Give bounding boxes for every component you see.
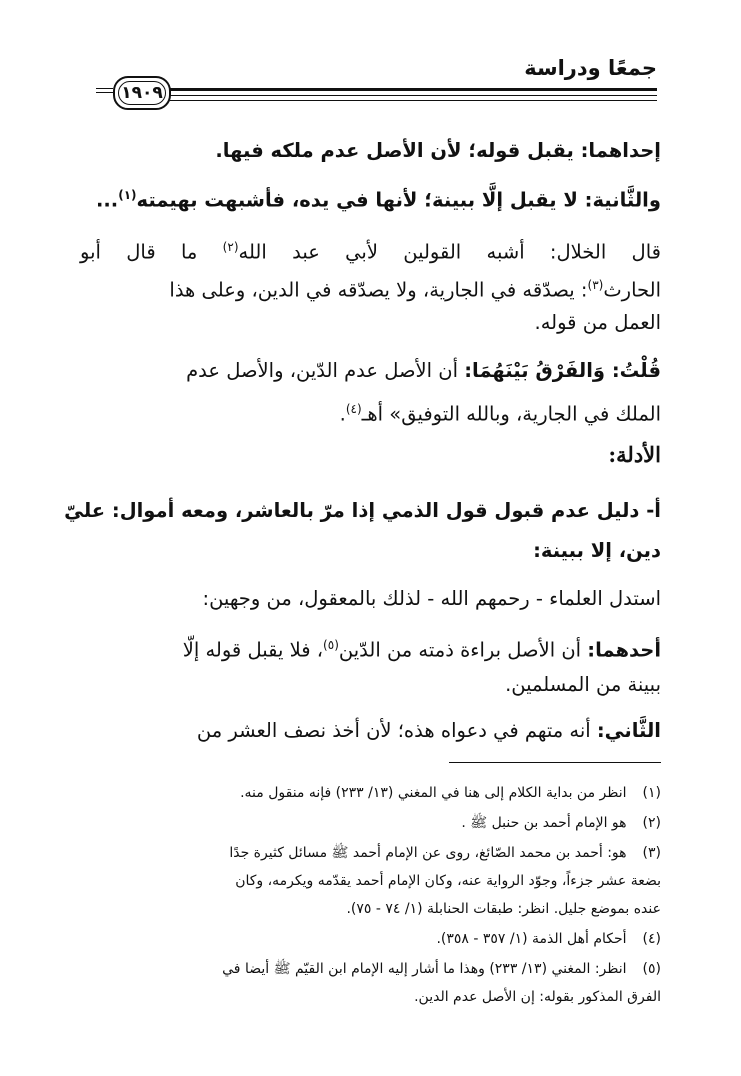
paragraph-line: قُلْتُ: وَالفَرْقُ بَيْنَهُمَا: أن الأصل عدم الدّين، والأصل عدم [186, 359, 661, 382]
footnote-ref: (١) [118, 188, 137, 202]
paragraph-line: الحارث$^{(٣)}$: يصدّقه في الجارية، ولا يصدّقه في الدين، وعلى هذا [169, 278, 661, 302]
header-rule-left-stub [96, 88, 113, 98]
term-second-b: الثَّاني: [596, 719, 661, 742]
paragraph-line: العمل من قوله. [534, 311, 661, 334]
footnote-3-cont: بضعة عشر جزءاً، وجوّد الرواية عنه، وكان الإمام أحمد يقدّمه ويكرمه، وكان [235, 873, 661, 889]
header-rule-thin-lower [170, 100, 657, 101]
qultu-phrase: قُلْتُ: وَالفَرْقُ بَيْنَهُمَا: [464, 359, 661, 382]
section-heading: الأدلة: [608, 442, 661, 467]
footnote-ref: (٢) [222, 240, 239, 254]
footnote-5-cont: الفرق المذكور بقوله: إن الأصل عدم الدين. [414, 989, 661, 1005]
paragraph-line: أحدهما: أن الأصل براءة ذمته من الدّين$^{(٥)}$، فلا يقبل قوله إلّا [182, 638, 661, 662]
header-rule-thin [170, 95, 657, 96]
paragraph-line: ببينة من المسلمين. [505, 673, 661, 696]
term-second: والثَّانية: [584, 188, 661, 212]
footnote-ref: (٣) [587, 278, 604, 292]
paragraph-line: إحداهما: يقبل قوله؛ لأن الأصل عدم ملكه فيها. [215, 139, 661, 162]
running-header-title: جمعًا ودراسة [524, 56, 657, 80]
footnote-3: (٣) هو: أحمد بن محمد الصّائغ، روى عن الإمام أحمد ﷺ مسائل كثيرة جدًا [229, 845, 661, 861]
footnote-ref: (٤) [345, 402, 362, 416]
paragraph-line: استدل العلماء - رحمهم الله - لذلك بالمعقول، من وجهين: [202, 587, 661, 610]
footnote-1: (١) انظر من بداية الكلام إلى هنا في المغني (١٣/ ٢٣٣) فإنه منقول منه. [240, 785, 661, 801]
term-first: أحدهما: [587, 638, 661, 662]
paragraph-line: أ- دليل عدم قبول قول الذمي إذا مرّ بالعاشر، ومعه أموال: عليّ [64, 499, 661, 522]
footnote-ref: (٥) [323, 638, 339, 652]
footnote-2: (٢) هو الإمام أحمد بن حنبل ﷺ . [461, 815, 661, 831]
page-number-badge [113, 76, 171, 110]
page-number: ١٩٠٩ [121, 83, 163, 103]
paragraph-line: والثَّانية: لا يقبل إلَّا ببينة؛ لأنها في يده، فأشبهت بهيمته$^{(١)}$... [95, 188, 661, 212]
paragraph-line: دين، إلا ببينة: [533, 539, 661, 562]
paragraph-line: قال الخلال: أشبه القولين لأبي عبد الله$^{(٢)}$ ما قال أبو [80, 240, 661, 264]
footnote-4: (٤) أحكام أهل الذمة (١/ ٣٥٧ - ٣٥٨). [436, 931, 661, 947]
paragraph-line: الملك في الجارية، وبالله التوفيق» أهـ$^{(٤)}$. [339, 402, 661, 426]
paragraph-line: الثَّاني: أنه متهم في دعواه هذه؛ لأن أخذ نصف العشر من [196, 719, 661, 742]
header-rule-thick [170, 88, 657, 91]
footnote-5: (٥) انظر: المغني (١٣/ ٢٣٣) وهذا ما أشار إليه الإمام ابن القيّم ﷺ أيضا في [222, 961, 661, 977]
footnote-divider [449, 762, 661, 763]
footnote-3-cont: عنده بموضع جليل. انظر: طبقات الحنابلة (١/ ٧٤ - ٧٥). [346, 901, 661, 917]
